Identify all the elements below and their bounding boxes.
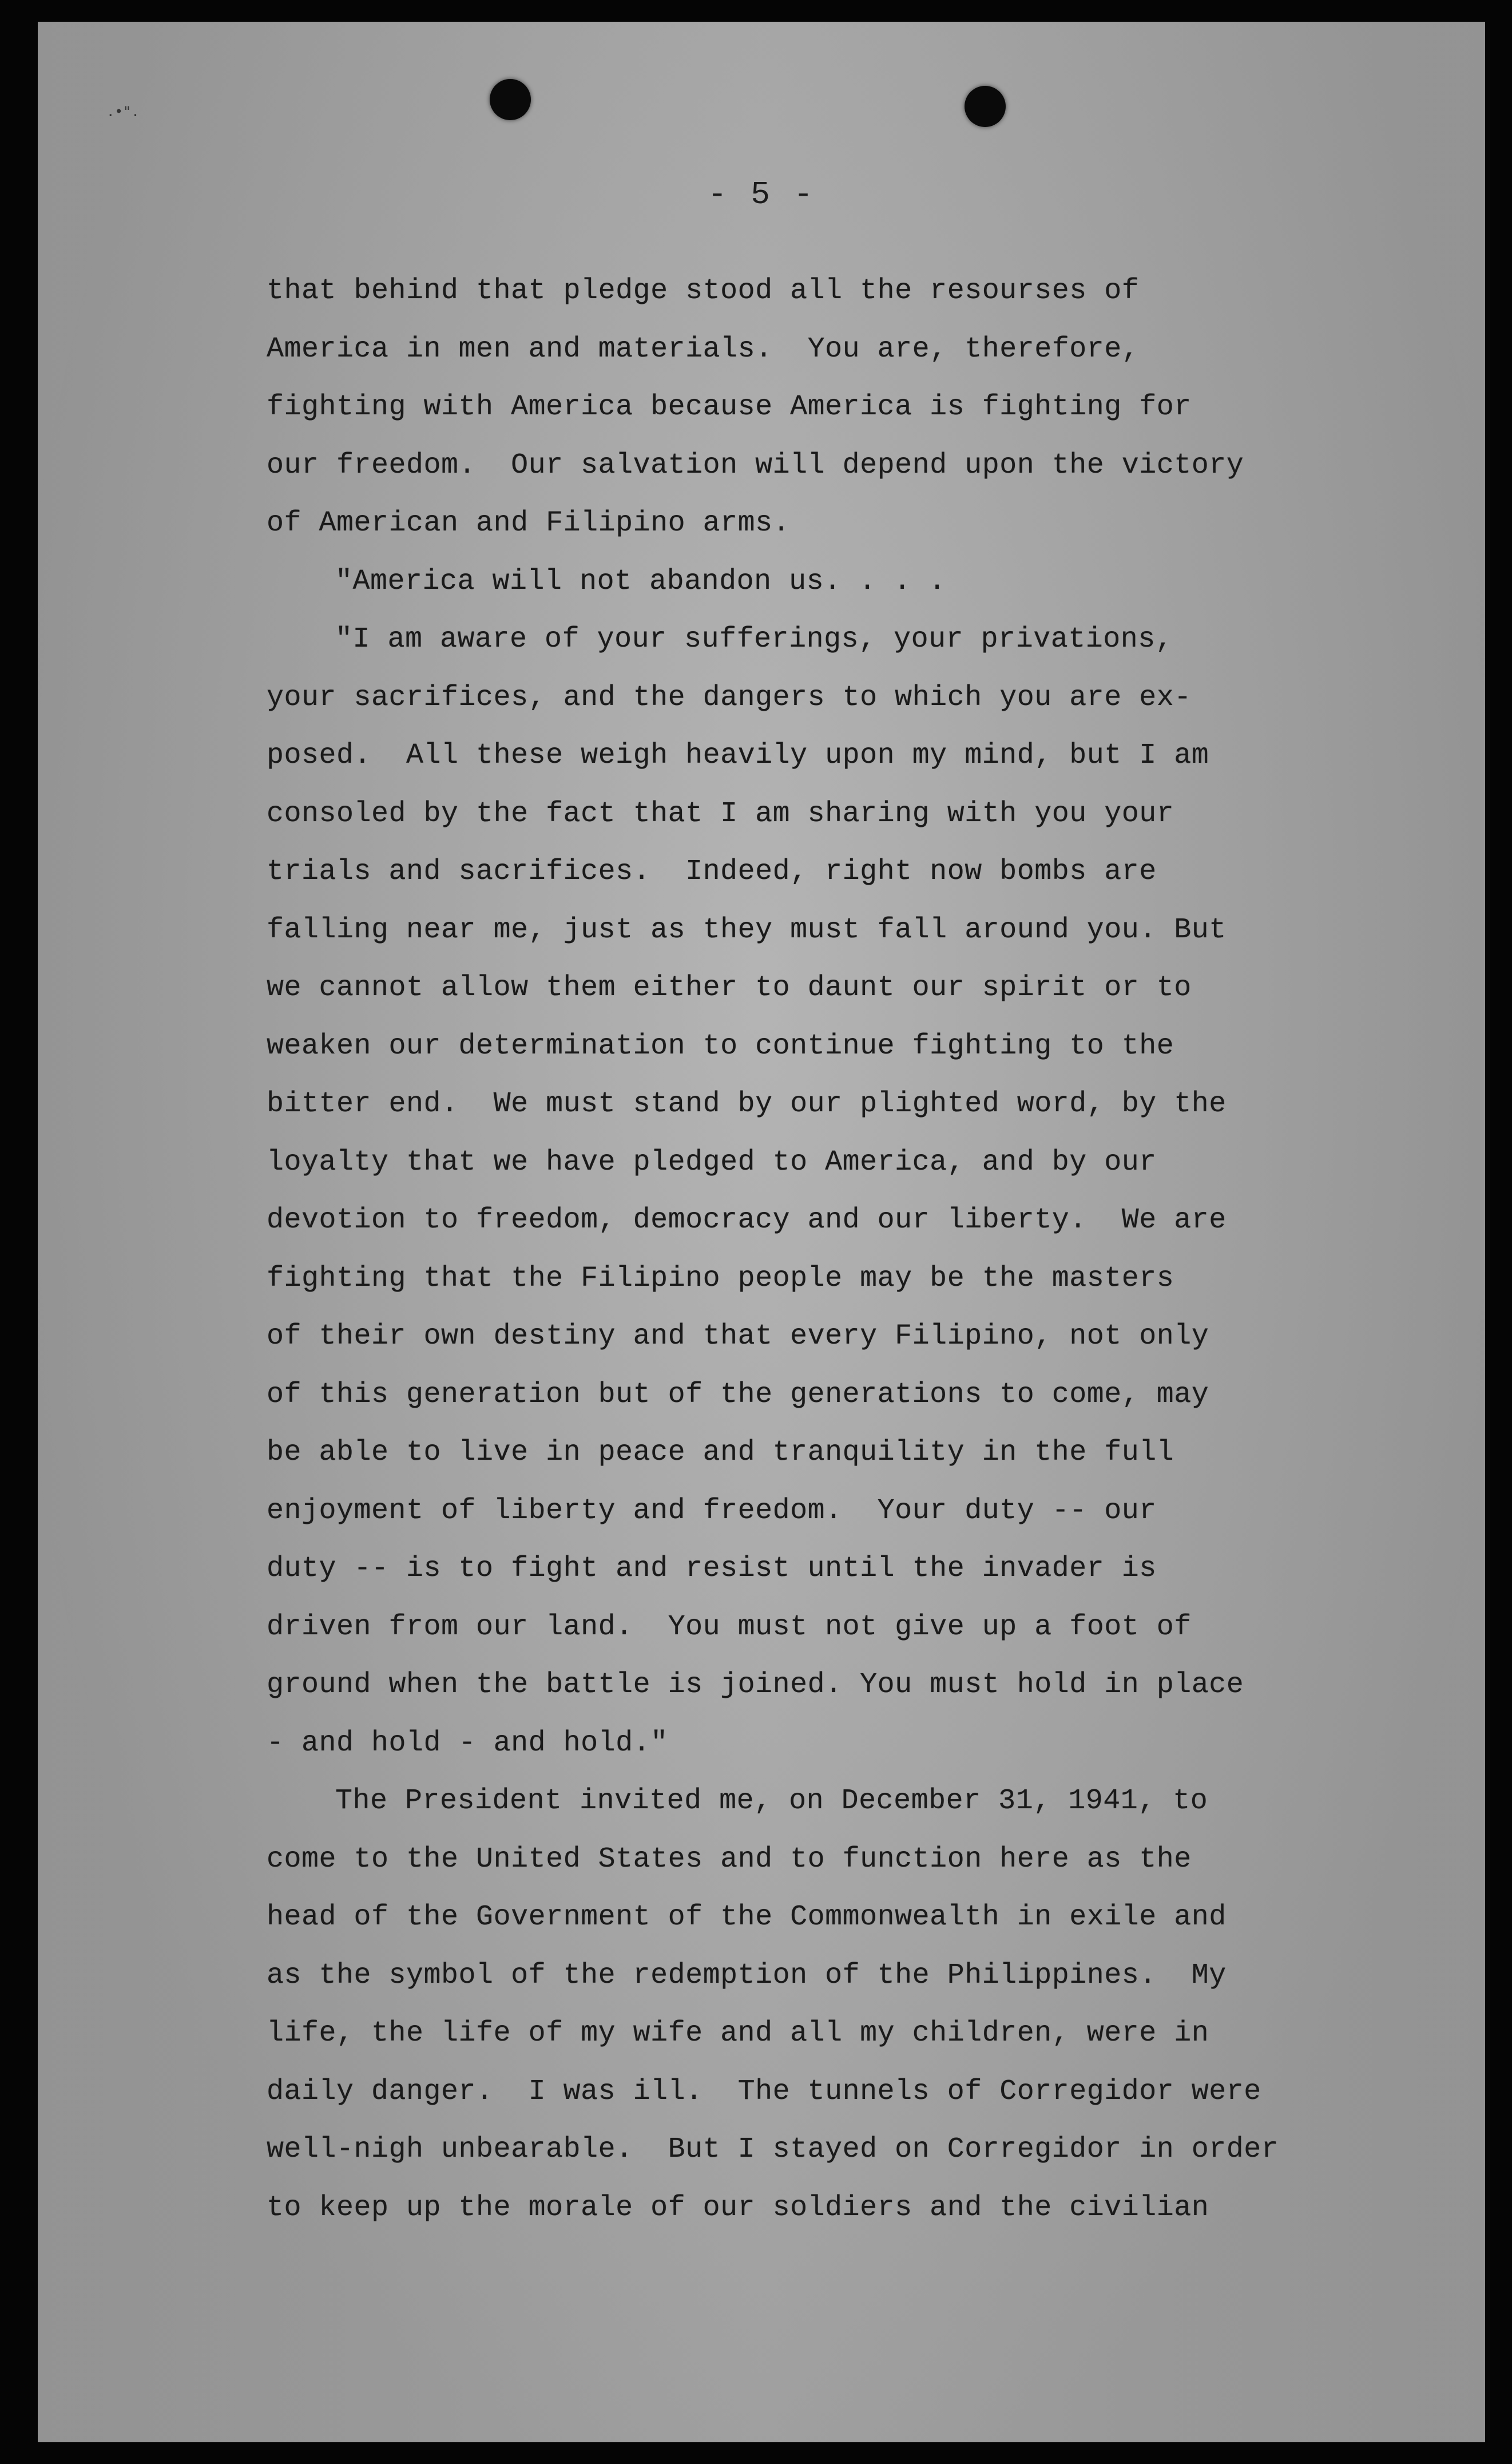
text-line: "America will not abandon us. . . .: [335, 565, 946, 598]
text-line: our freedom. Our salvation will depend upon the victory: [267, 449, 1244, 482]
punch-hole-left: [490, 79, 531, 120]
text-line: daily danger. I was ill. The tunnels of Corregidor were: [267, 2075, 1261, 2108]
text-line: head of the Government of the Commonwealth in exile and: [267, 1901, 1227, 1934]
text-line: America in men and materials. You are, therefore,: [267, 332, 1140, 366]
text-line: that behind that pledge stood all the resourses of: [267, 275, 1140, 307]
corner-mark: .•".: [106, 104, 140, 120]
text-line: be able to live in peace and tranquility in the full: [267, 1436, 1174, 1469]
text-line: driven from our land. You must not give up a foot of: [267, 1610, 1192, 1643]
text-line: trials and sacrifices. Indeed, right now bombs are: [267, 855, 1157, 888]
text-line: of their own destiny and that every Filipino, not only: [267, 1320, 1209, 1353]
text-line: enjoyment of liberty and freedom. Your duty -- our: [267, 1494, 1157, 1527]
text-line: we cannot allow them either to daunt our spirit or to: [267, 972, 1192, 1004]
page-number: - 5 -: [707, 176, 816, 213]
text-line: come to the United States and to function here as the: [267, 1843, 1192, 1876]
text-line: falling near me, just as they must fall around you. But: [267, 913, 1227, 946]
text-line: consoled by the fact that I am sharing with you your: [267, 797, 1174, 830]
text-line: The President invited me, on December 31, 1941, to: [335, 1785, 1208, 1817]
text-line: life, the life of my wife and all my children, were in: [267, 2017, 1209, 2050]
text-line: to keep up the morale of our soldiers and the civilian: [267, 2191, 1209, 2224]
text-line: posed. All these weigh heavily upon my mind, but I am: [267, 739, 1209, 772]
punch-hole-right: [965, 86, 1006, 127]
typewritten-page: [38, 22, 1485, 2442]
text-line: fighting with America because America is fighting for: [267, 391, 1192, 423]
text-line: of American and Filipino arms.: [267, 507, 791, 540]
text-line: bitter end. We must stand by our plighted word, by the: [267, 1088, 1227, 1120]
text-line: ground when the battle is joined. You must hold in place: [267, 1669, 1244, 1701]
body-text: [267, 262, 1319, 2237]
text-line: as the symbol of the redemption of the Philippines. My: [267, 1959, 1227, 1992]
text-line: your sacrifices, and the dangers to which you are ex-: [267, 681, 1192, 714]
text-line: duty -- is to fight and resist until the invader is: [267, 1552, 1157, 1585]
text-line: loyalty that we have pledged to America, and by our: [267, 1146, 1157, 1179]
text-line: of this generation but of the generations to come, may: [267, 1378, 1209, 1411]
text-line: "I am aware of your sufferings, your privations,: [335, 623, 1173, 656]
text-line: fighting that the Filipino people may be the masters: [267, 1262, 1174, 1295]
text-line: - and hold - and hold.": [267, 1726, 668, 1760]
text-line: well-nigh unbearable. But I stayed on Corregidor in order: [267, 2133, 1279, 2166]
text-line: weaken our determination to continue fighting to the: [267, 1029, 1174, 1063]
text-line: devotion to freedom, democracy and our liberty. We are: [267, 1204, 1227, 1237]
